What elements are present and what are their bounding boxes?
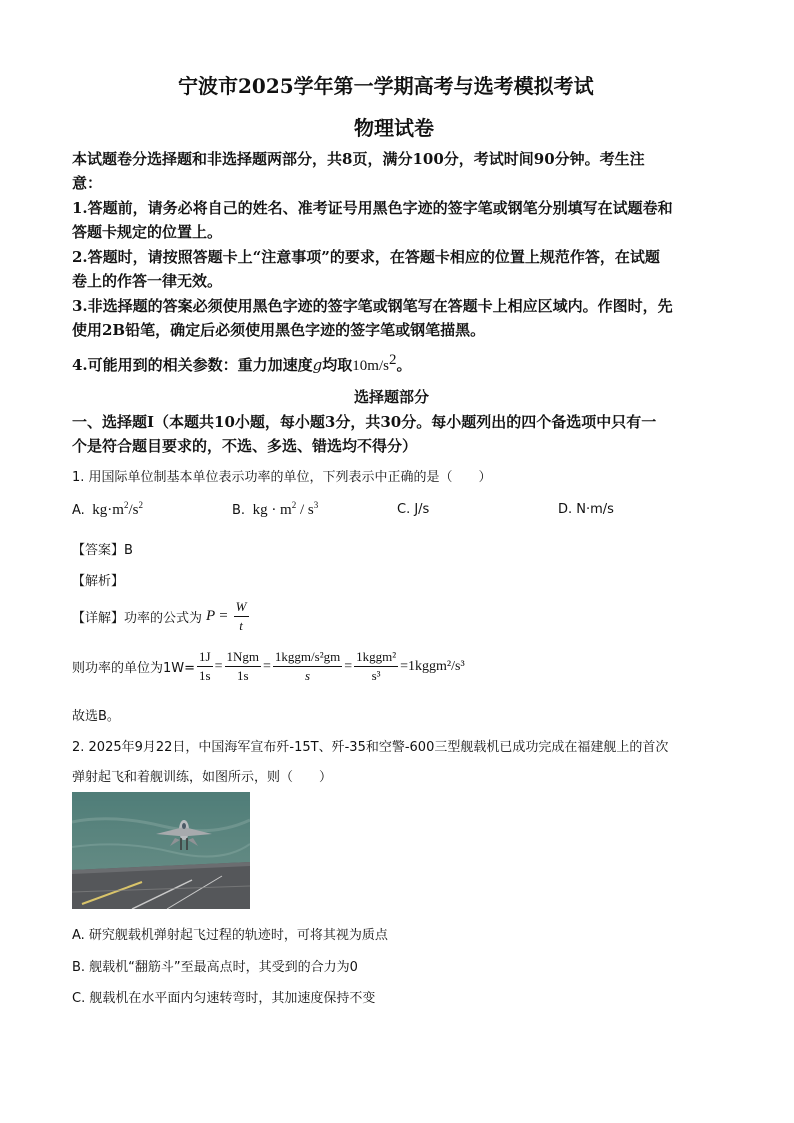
unit-fraction-4-den: s³ [371, 668, 381, 683]
power-fraction-den: t [239, 618, 243, 633]
unit-fraction-3-den: s [305, 668, 311, 683]
unit-fraction-2-num: 1Ngm [225, 648, 262, 667]
q1-option-a-label: A. [72, 503, 85, 518]
formula-eq: = [219, 608, 228, 624]
unit-fraction-3-num: 1kggm/s²gm [273, 648, 342, 667]
unit-prefix: 则功率的单位为1W= [72, 661, 196, 676]
unit-result: =1kggm²/s³ [400, 658, 465, 674]
q1-option-a-mid: /s [128, 502, 139, 518]
power-fraction [234, 598, 249, 635]
gravity-exponent: 2 [388, 352, 397, 368]
unit-fraction-1-num: 1J [197, 648, 213, 667]
instruction-4-end: 。 [396, 356, 412, 374]
q2-stem-line-1: 2. 2025年9月22日，中国海军宣布歼-15T、歼-35和空警-600三型舰载机已成功完成在福建舰上的首次 [72, 740, 669, 755]
carrier-jet-photo [72, 792, 250, 909]
gravity-symbol: g [312, 356, 323, 374]
q1-option-c: C. J/s [397, 502, 430, 517]
instruction-1-line-1: 1.答题前，请务必将自己的姓名、准考证号用黑色字迹的签字笔或钢笔分别填写在试题卷和 [72, 199, 673, 217]
instruction-1-line-2: 答题卡规定的位置上。 [72, 223, 223, 241]
q1-option-b-exp1: 2 [291, 500, 297, 510]
q2-option-c: C. 舰载机在水平面内匀速转弯时，其加速度保持不变 [72, 991, 376, 1006]
q1-answer [72, 539, 133, 558]
q1-unit-derivation [72, 648, 465, 685]
q1-option-a-exp1: 2 [123, 500, 129, 510]
unit-fraction-3 [273, 648, 342, 685]
q1-option-d: D. N·m/s [558, 502, 614, 517]
exam-subtitle: 物理试卷 [354, 116, 434, 140]
exam-title: 宁波市2025学年第一学期高考与选考模拟考试 [178, 74, 594, 98]
q1-option-b-text: kg · m [252, 502, 292, 518]
instruction-2-line-2: 卷上的作答一律无效。 [72, 272, 223, 290]
q1-option-b-mid: / s [296, 502, 314, 518]
unit-fraction-2 [225, 648, 262, 685]
q1-conclusion: 故选B。 [72, 709, 120, 724]
q2-option-a: A. 研究舰载机弹射起飞过程的轨迹时，可将其视为质点 [72, 928, 388, 943]
section-heading-2: 个是符合题目要求的，不选、多选、错选均不得分） [72, 437, 418, 455]
instruction-4-prefix: 4.可能用到的相关参数：重力加速度 [72, 356, 313, 374]
unit-fraction-2-den: 1s [236, 668, 249, 683]
q1-option-b-exp2: 3 [313, 500, 319, 510]
instructions-intro-1: 本试题卷分选择题和非选择题两部分，共8页，满分100分，考试时间90分钟。考生注 [72, 150, 645, 168]
unit-fraction-1 [197, 648, 213, 685]
q1-stem: 1. 用国际单位制基本单位表示功率的单位，下列表示中正确的是（ ） [72, 470, 492, 485]
answer-tag: 【答案】 [72, 543, 125, 558]
instruction-2-line-1: 2.答题时，请按照答题卡上“注意事项”的要求，在答题卡相应的位置上规范作答，在试题 [72, 248, 660, 266]
section-name: 选择题部分 [354, 388, 430, 406]
instruction-3-line-2: 使用2B铅笔，确定后必须使用黑色字迹的签字笔或钢笔描黑。 [72, 321, 486, 339]
q2-stem-line-2: 弹射起飞和着舰训练，如图所示，则（ ） [72, 770, 333, 785]
section-heading-1: 一、选择题Ⅰ（本题共10小题，每小题3分，共30分。每小题列出的四个备选项中只有一 [72, 413, 657, 431]
instruction-3-line-1: 3.非选择题的答案必须使用黑色字迹的签字笔或钢笔写在答题卡上相应区域内。作图时，先 [72, 297, 673, 315]
q1-option-a [72, 500, 143, 519]
detail-tag: 【详解】 [72, 611, 125, 626]
gravity-value: 10m/s [352, 358, 389, 374]
q1-detail [72, 598, 251, 635]
instruction-4-mid: 均取 [322, 356, 353, 374]
formula-p: P [206, 608, 216, 624]
q1-option-b [232, 500, 318, 519]
equals-sign: = [214, 658, 223, 674]
detail-text: 功率的公式为 [124, 611, 203, 626]
answer-value: B [124, 543, 133, 558]
q2-option-b: B. 舰载机“翻筋斗”至最高点时，其受到的合力为0 [72, 960, 358, 975]
unit-fraction-1-den: 1s [199, 668, 211, 683]
instructions-intro-2: 意： [72, 174, 103, 192]
unit-fraction-4-num: 1kggm² [354, 648, 398, 667]
equals-sign: = [344, 658, 353, 674]
q1-option-a-exp2: 2 [138, 500, 143, 510]
unit-fraction-4 [354, 648, 398, 685]
q1-option-b-label: B. [232, 503, 246, 518]
q1-option-a-text: kg·m [92, 502, 124, 518]
q1-analysis-tag: 【解析】 [72, 574, 125, 589]
power-fraction-num: W [234, 598, 249, 617]
equals-sign: = [263, 658, 271, 674]
instruction-4 [72, 352, 412, 375]
